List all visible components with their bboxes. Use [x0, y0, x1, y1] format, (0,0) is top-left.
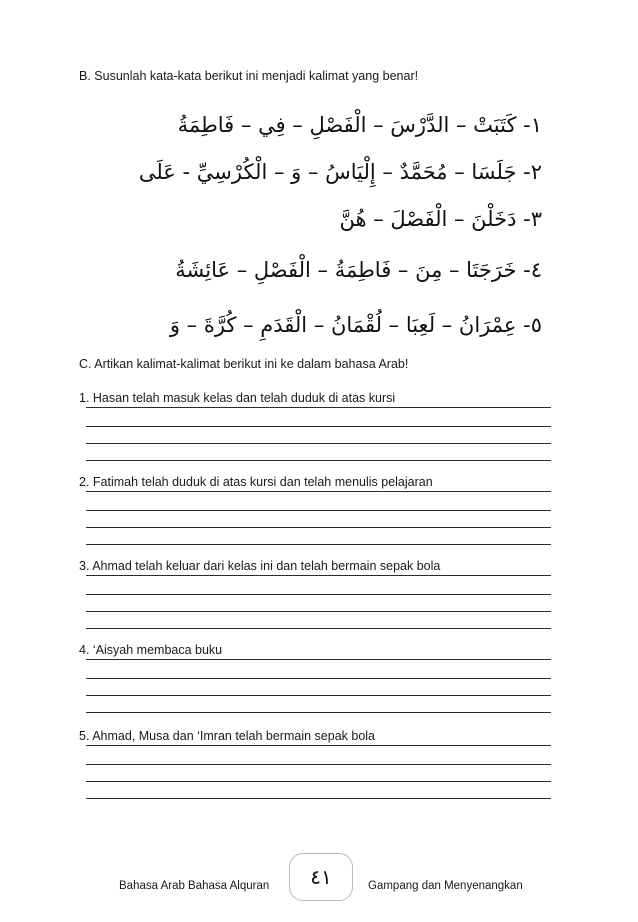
arabic-item-5: ٥- عِمْرَانُ – لَعِبَا – لُقْمَانُ – الْقَدَمِ – كُرَّةَ – وَ	[169, 313, 542, 337]
answer-line[interactable]	[86, 460, 551, 461]
arabic-item-1: ١- كَتَبَتْ – الدَّرْسَ – الْفَصْلِ – فِي – فَاطِمَةُ	[177, 113, 542, 137]
question-2-text: 2. Fatimah telah duduk di atas kursi dan telah menulis pelajaran	[79, 475, 433, 489]
answer-line[interactable]	[86, 628, 551, 629]
answer-line[interactable]	[86, 426, 551, 427]
question-1-text: 1. Hasan telah masuk kelas dan telah duduk di atas kursi	[79, 391, 396, 405]
arabic-item-2: ٢- جَلَسَا – مُحَمَّدٌ – إِلْيَاسُ – وَ – الْكُرْسِيِّ - عَلَى	[138, 160, 542, 184]
answer-line[interactable]	[86, 712, 551, 713]
question-3-text: 3. Ahmad telah keluar dari kelas ini dan telah bermain sepak bola	[79, 559, 441, 573]
answer-line[interactable]	[86, 695, 551, 696]
question-5-text: 5. Ahmad, Musa dan ‘Imran telah bermain sepak bola	[79, 729, 376, 743]
section-b-heading: B. Susunlah kata-kata berikut ini menjadi kalimat yang benar!	[79, 69, 419, 83]
answer-line[interactable]	[86, 527, 551, 528]
answer-line[interactable]	[86, 678, 551, 679]
arabic-item-4: ٤- خَرَجَتَا – مِنَ – فَاطِمَةُ – الْفَصْلِ – عَائِشَةُ	[175, 258, 542, 282]
footer-book-title: Bahasa Arab Bahasa Alquran	[119, 880, 270, 892]
answer-line[interactable]	[86, 510, 551, 511]
answer-line[interactable]	[86, 544, 551, 545]
answer-line[interactable]	[86, 798, 551, 799]
answer-line[interactable]	[86, 745, 551, 746]
answer-line[interactable]	[86, 443, 551, 444]
footer-tagline: Gampang dan Menyenangkan	[368, 880, 523, 892]
section-c-heading: C. Artikan kalimat-kalimat berikut ini ke dalam bahasa Arab!	[79, 357, 409, 371]
arabic-item-3: ٣- دَخَلْنَ – الْفَصْلَ – هُنَّ	[339, 207, 542, 231]
answer-line[interactable]	[86, 764, 551, 765]
answer-line[interactable]	[86, 594, 551, 595]
answer-line[interactable]	[86, 491, 551, 492]
answer-line[interactable]	[86, 659, 551, 660]
answer-line[interactable]	[86, 611, 551, 612]
answer-line[interactable]	[86, 575, 551, 576]
page-number: ٤١	[310, 865, 332, 889]
question-4-text: 4. ‘Aisyah membaca buku	[79, 643, 223, 657]
answer-line[interactable]	[86, 407, 551, 408]
answer-line[interactable]	[86, 781, 551, 782]
page-number-badge	[289, 853, 353, 901]
